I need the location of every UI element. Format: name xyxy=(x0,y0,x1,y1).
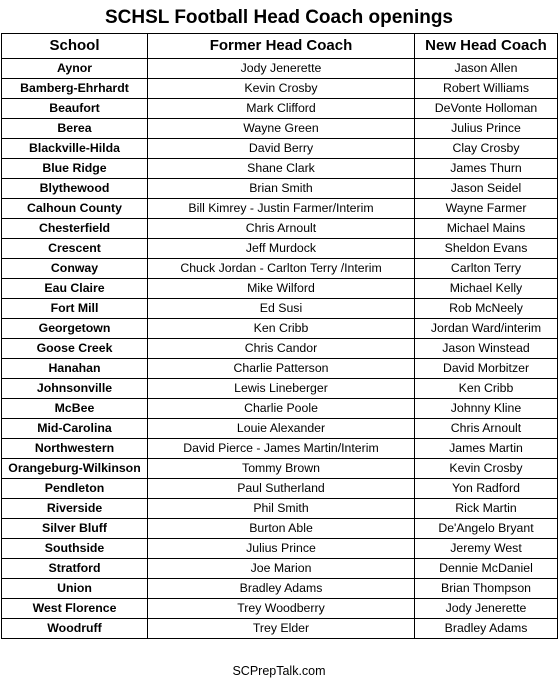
school-cell: Berea xyxy=(2,119,148,139)
new-coach-cell: Michael Mains xyxy=(415,219,558,239)
table-row xyxy=(2,619,558,639)
former-coach-cell: David Berry xyxy=(148,139,415,159)
table-row xyxy=(2,179,558,199)
table-row xyxy=(2,439,558,459)
column-header-new-coach: New Head Coach xyxy=(415,34,558,59)
table-row xyxy=(2,399,558,419)
former-coach-cell: Louie Alexander xyxy=(148,419,415,439)
school-cell: Eau Claire xyxy=(2,279,148,299)
new-coach-cell: Robert Williams xyxy=(415,79,558,99)
former-coach-cell: Chris Arnoult xyxy=(148,219,415,239)
table-header xyxy=(2,34,558,59)
school-cell: Georgetown xyxy=(2,319,148,339)
former-coach-cell: David Pierce - James Martin/Interim xyxy=(148,439,415,459)
table-row xyxy=(2,359,558,379)
new-coach-cell: Jason Seidel xyxy=(415,179,558,199)
table-row xyxy=(2,299,558,319)
table-row xyxy=(2,579,558,599)
former-coach-cell: Ed Susi xyxy=(148,299,415,319)
new-coach-cell: Bradley Adams xyxy=(415,619,558,639)
school-cell: Mid-Carolina xyxy=(2,419,148,439)
new-coach-cell: David Morbitzer xyxy=(415,359,558,379)
former-coach-cell: Mark Clifford xyxy=(148,99,415,119)
school-cell: Riverside xyxy=(2,499,148,519)
school-cell: Fort Mill xyxy=(2,299,148,319)
school-cell: Pendleton xyxy=(2,479,148,499)
school-cell: West Florence xyxy=(2,599,148,619)
column-header-school: School xyxy=(2,34,148,59)
new-coach-cell: Ken Cribb xyxy=(415,379,558,399)
new-coach-cell: DeVonte Holloman xyxy=(415,99,558,119)
former-coach-cell: Joe Marion xyxy=(148,559,415,579)
new-coach-cell: Michael Kelly xyxy=(415,279,558,299)
table-row xyxy=(2,259,558,279)
school-cell: McBee xyxy=(2,399,148,419)
school-cell: Southside xyxy=(2,539,148,559)
table-row xyxy=(2,59,558,79)
former-coach-cell: Phil Smith xyxy=(148,499,415,519)
former-coach-cell: Brian Smith xyxy=(148,179,415,199)
former-coach-cell: Chuck Jordan - Carlton Terry /Interim xyxy=(148,259,415,279)
school-cell: Woodruff xyxy=(2,619,148,639)
table-row xyxy=(2,539,558,559)
new-coach-cell: Jason Winstead xyxy=(415,339,558,359)
school-cell: Bamberg-Ehrhardt xyxy=(2,79,148,99)
former-coach-cell: Charlie Poole xyxy=(148,399,415,419)
new-coach-cell: Yon Radford xyxy=(415,479,558,499)
table-row xyxy=(2,159,558,179)
former-coach-cell: Bill Kimrey - Justin Farmer/Interim xyxy=(148,199,415,219)
school-cell: Chesterfield xyxy=(2,219,148,239)
table-row xyxy=(2,319,558,339)
new-coach-cell: Wayne Farmer xyxy=(415,199,558,219)
table-body xyxy=(2,59,558,639)
former-coach-cell: Lewis Lineberger xyxy=(148,379,415,399)
school-cell: Hanahan xyxy=(2,359,148,379)
table-row xyxy=(2,199,558,219)
new-coach-cell: James Martin xyxy=(415,439,558,459)
table-row xyxy=(2,499,558,519)
school-cell: Orangeburg-Wilkinson xyxy=(2,459,148,479)
table-row xyxy=(2,479,558,499)
column-header-former-coach: Former Head Coach xyxy=(148,34,415,59)
former-coach-cell: Burton Able xyxy=(148,519,415,539)
school-cell: Goose Creek xyxy=(2,339,148,359)
former-coach-cell: Mike Wilford xyxy=(148,279,415,299)
new-coach-cell: Jody Jenerette xyxy=(415,599,558,619)
table-row xyxy=(2,239,558,259)
school-cell: Aynor xyxy=(2,59,148,79)
school-cell: Silver Bluff xyxy=(2,519,148,539)
table-row xyxy=(2,459,558,479)
school-cell: Johnsonville xyxy=(2,379,148,399)
school-cell: Blue Ridge xyxy=(2,159,148,179)
former-coach-cell: Shane Clark xyxy=(148,159,415,179)
new-coach-cell: Rob McNeely xyxy=(415,299,558,319)
table-row xyxy=(2,79,558,99)
school-cell: Blackville-Hilda xyxy=(2,139,148,159)
former-coach-cell: Jody Jenerette xyxy=(148,59,415,79)
new-coach-cell: Kevin Crosby xyxy=(415,459,558,479)
new-coach-cell: Rick Martin xyxy=(415,499,558,519)
former-coach-cell: Tommy Brown xyxy=(148,459,415,479)
former-coach-cell: Trey Woodberry xyxy=(148,599,415,619)
new-coach-cell: Jeremy West xyxy=(415,539,558,559)
school-cell: Crescent xyxy=(2,239,148,259)
school-cell: Conway xyxy=(2,259,148,279)
former-coach-cell: Charlie Patterson xyxy=(148,359,415,379)
table-row xyxy=(2,339,558,359)
table-row xyxy=(2,559,558,579)
former-coach-cell: Kevin Crosby xyxy=(148,79,415,99)
table-row xyxy=(2,219,558,239)
school-cell: Stratford xyxy=(2,559,148,579)
school-cell: Blythewood xyxy=(2,179,148,199)
school-cell: Calhoun County xyxy=(2,199,148,219)
new-coach-cell: Brian Thompson xyxy=(415,579,558,599)
former-coach-cell: Paul Sutherland xyxy=(148,479,415,499)
new-coach-cell: Carlton Terry xyxy=(415,259,558,279)
school-cell: Northwestern xyxy=(2,439,148,459)
table-row xyxy=(2,419,558,439)
school-cell: Beaufort xyxy=(2,99,148,119)
table-row xyxy=(2,379,558,399)
former-coach-cell: Wayne Green xyxy=(148,119,415,139)
former-coach-cell: Trey Elder xyxy=(148,619,415,639)
new-coach-cell: Julius Prince xyxy=(415,119,558,139)
new-coach-cell: Jason Allen xyxy=(415,59,558,79)
former-coach-cell: Chris Candor xyxy=(148,339,415,359)
new-coach-cell: Johnny Kline xyxy=(415,399,558,419)
coach-openings-table xyxy=(1,33,558,639)
table-row xyxy=(2,279,558,299)
new-coach-cell: James Thurn xyxy=(415,159,558,179)
former-coach-cell: Bradley Adams xyxy=(148,579,415,599)
table-row xyxy=(2,99,558,119)
header-row xyxy=(2,34,558,59)
table-row xyxy=(2,519,558,539)
former-coach-cell: Jeff Murdock xyxy=(148,239,415,259)
new-coach-cell: De'Angelo Bryant xyxy=(415,519,558,539)
new-coach-cell: Jordan Ward/interim xyxy=(415,319,558,339)
page-title: SCHSL Football Head Coach openings xyxy=(104,7,453,28)
new-coach-cell: Chris Arnoult xyxy=(415,419,558,439)
school-cell: Union xyxy=(2,579,148,599)
footer-credit: SCPrepTalk.com xyxy=(232,664,326,678)
new-coach-cell: Dennie McDaniel xyxy=(415,559,558,579)
new-coach-cell: Sheldon Evans xyxy=(415,239,558,259)
table-row xyxy=(2,119,558,139)
former-coach-cell: Julius Prince xyxy=(148,539,415,559)
former-coach-cell: Ken Cribb xyxy=(148,319,415,339)
new-coach-cell: Clay Crosby xyxy=(415,139,558,159)
table-row xyxy=(2,139,558,159)
table-row xyxy=(2,599,558,619)
